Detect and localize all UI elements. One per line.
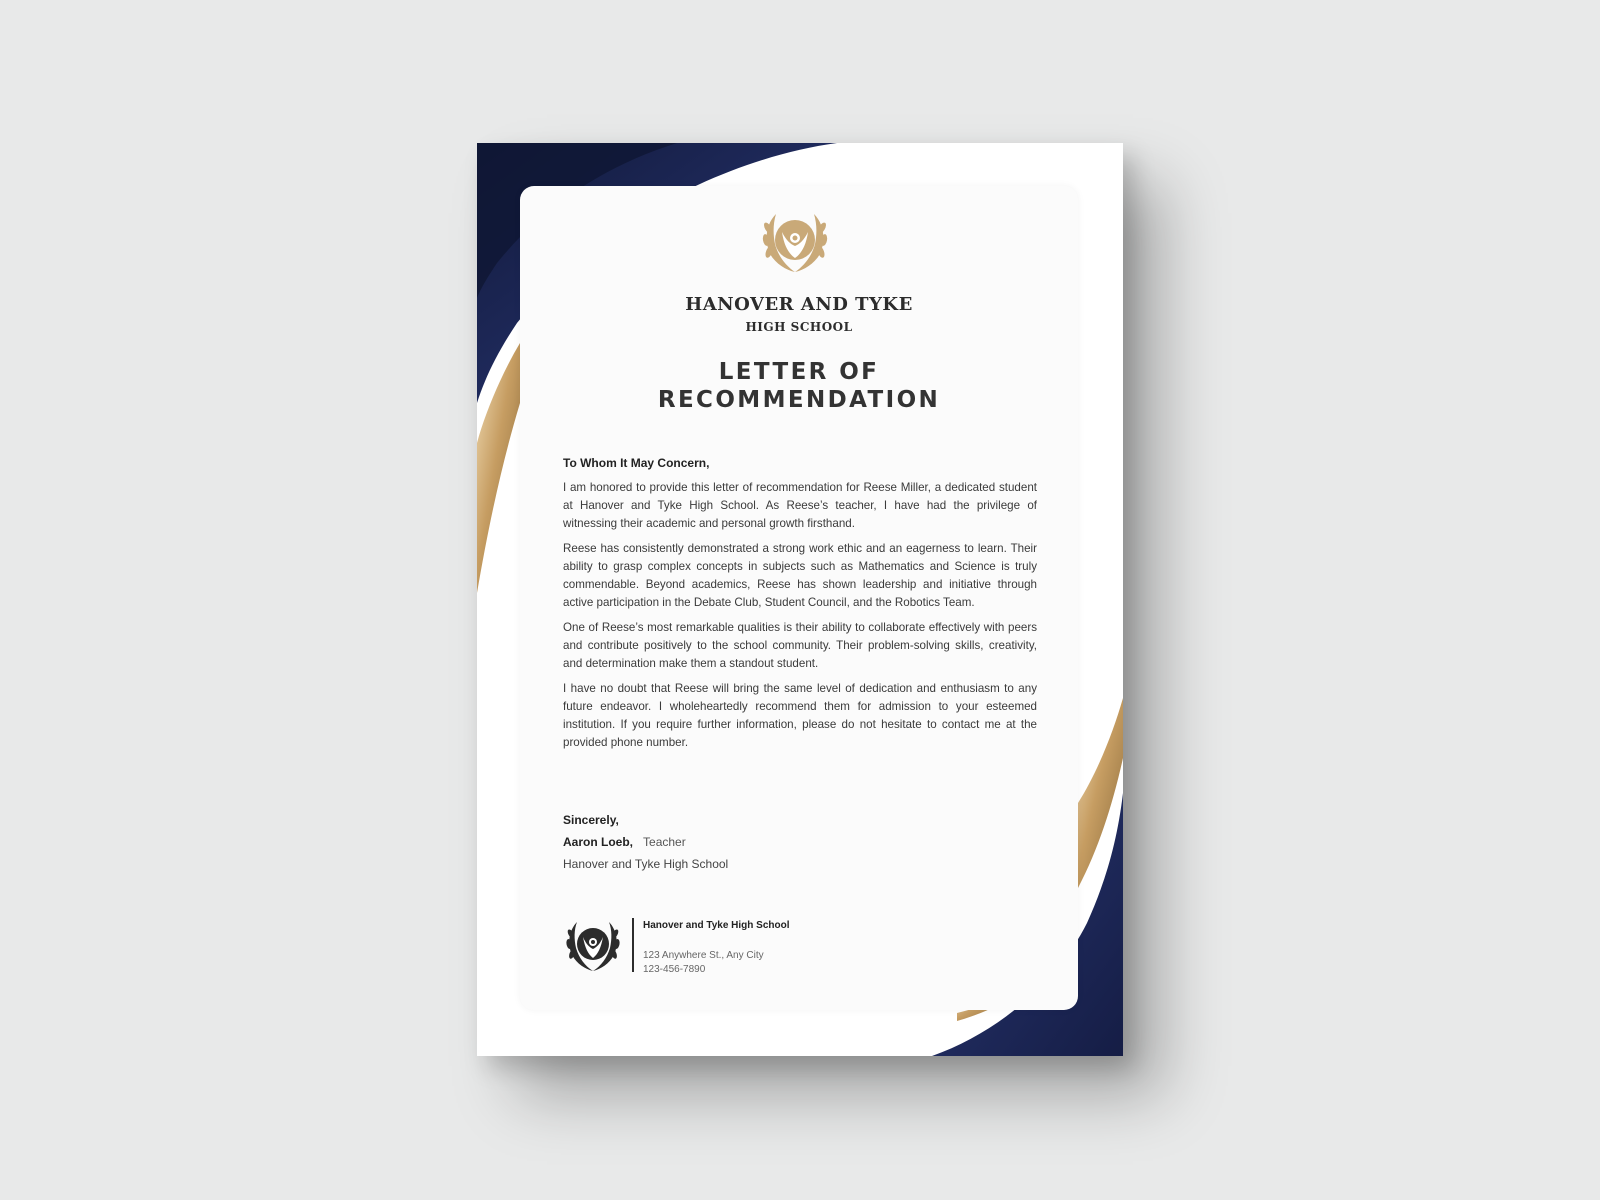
letter-body [563,455,1037,759]
salutation: To Whom It May Concern, [563,456,710,470]
signature-line [563,835,1037,849]
school-name: HANOVER AND TYKE [685,294,913,315]
footer-divider [632,918,634,972]
document-title-line1: LETTER OF [718,359,880,385]
paragraph-1: I am honored to provide this letter of recommendation for Reese Miller, a dedicated student at Hanover and Tyke High School. As Reese’s teacher, I have had the privilege of witnessing their academic and personal growth firsthand. [563,481,1037,530]
signer-organization: Hanover and Tyke High School [563,857,729,871]
letter-card [520,186,1078,1010]
footer-school-name: Hanover and Tyke High School [643,920,790,931]
footer-address: 123 Anywhere St., Any City [643,950,764,961]
signer-name: Aaron Loeb, [563,835,634,849]
paragraph-4: I have no doubt that Reese will bring the same level of dedication and enthusiasm to any future endeavor. I wholeheartedly recommend them for admission to your esteemed institution. If you require further information, please do not hesitate to contact me at the provided phone number. [563,682,1037,749]
letter-document [477,143,1123,1056]
footer-phone: 123-456-7890 [643,964,706,975]
school-subtitle: HIGH SCHOOL [745,320,853,334]
document-title-line2: RECOMMENDATION [657,387,941,413]
footer [563,916,863,976]
paragraph-2: Reese has consistently demonstrated a strong work ethic and an eagerness to learn. Their ability to grasp complex concepts in subjects such as Mathematics and Science is truly commendable. Beyond academics, Reese has shown leadership and initiative through active participation in the Debate Club, Student Council, and the Robotics Team. [563,542,1037,609]
laurel-crest-icon [756,206,834,276]
closing-block [563,813,1037,871]
paragraph-3: One of Reese’s most remarkable qualities is their ability to collaborate effectively with peers and contribute positively to the school community. Their problem-solving skills, creativity, and determination make them a standout student. [563,621,1037,670]
signer-role: Teacher [643,835,686,849]
laurel-crest-icon [563,916,623,974]
sign-off: Sincerely, [563,813,619,827]
document-title [520,358,1078,414]
